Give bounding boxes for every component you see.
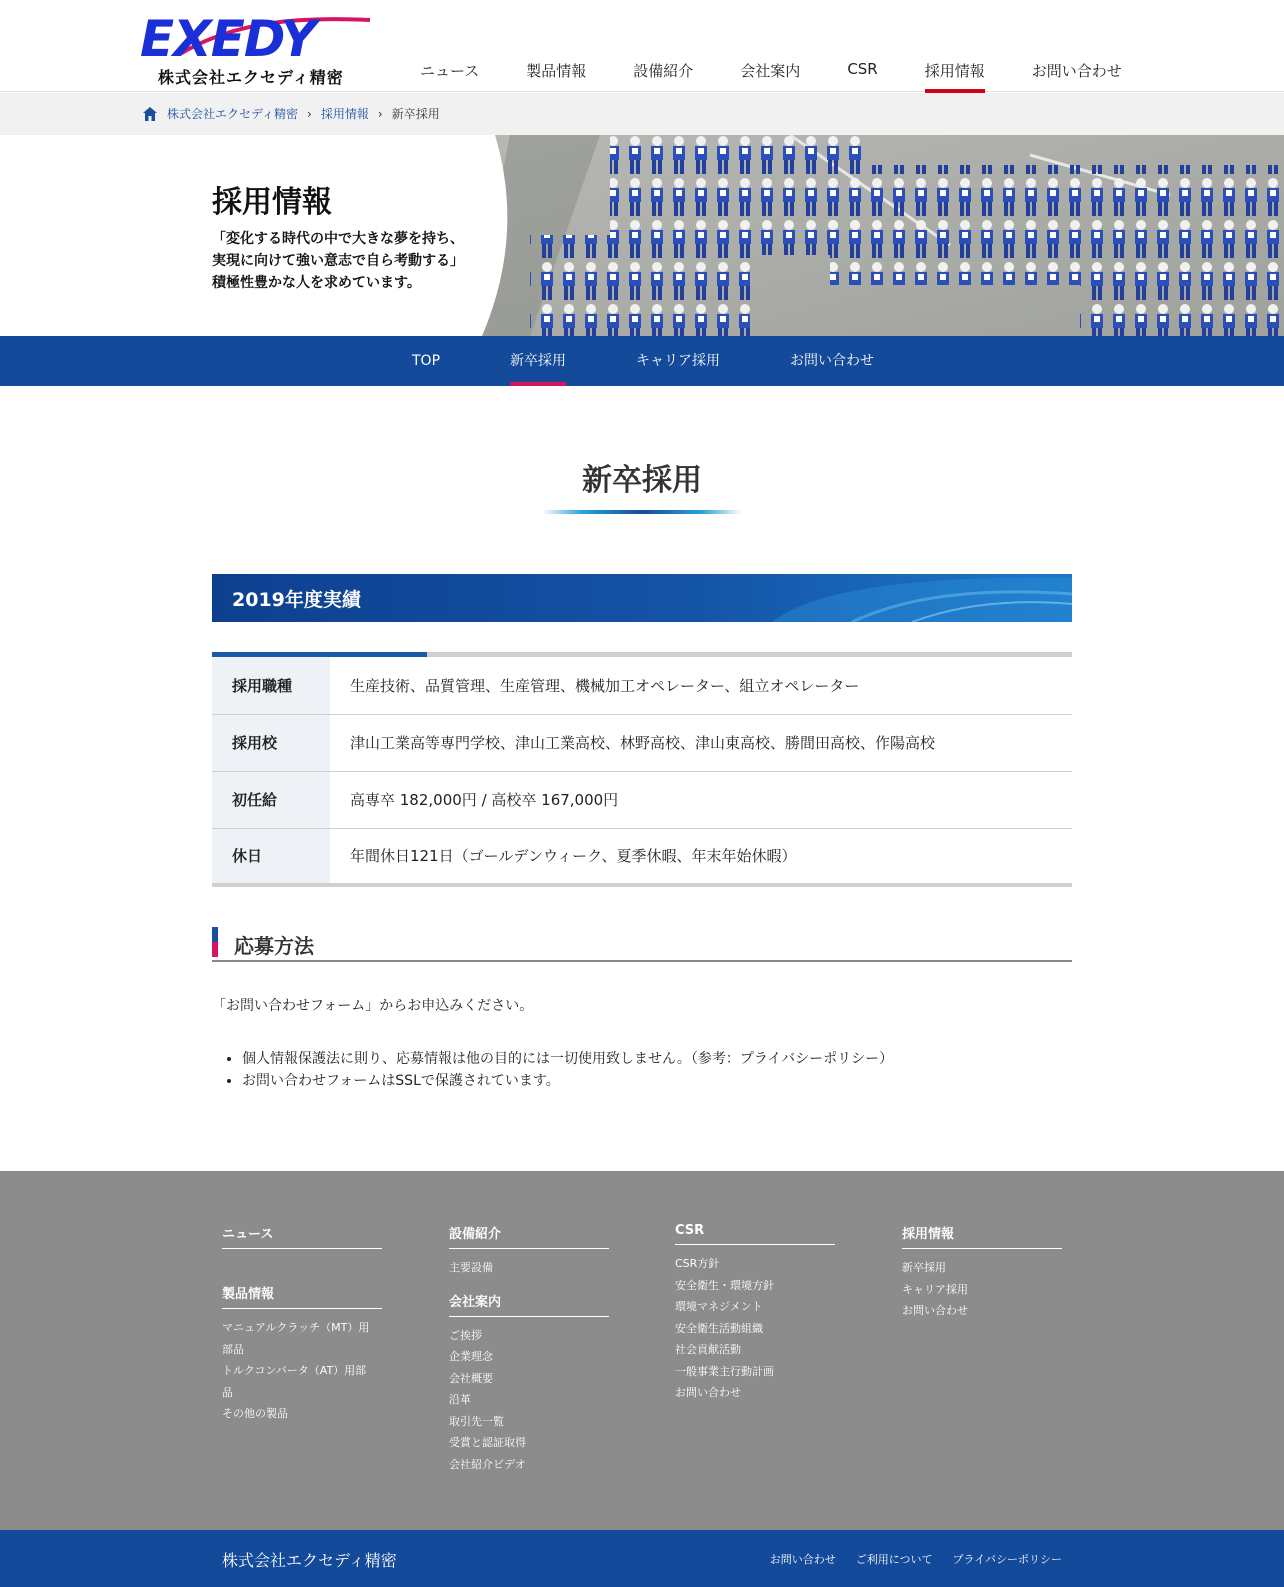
hero-photo <box>470 135 1284 336</box>
apply-heading <box>212 927 1072 962</box>
subnav-contact[interactable]: お問い合わせ <box>790 353 875 369</box>
page-title: 新卒採用 <box>582 463 702 498</box>
footer-link[interactable]: 安全衛生・環境方針 <box>675 1278 774 1292</box>
footer-bottom-link[interactable]: プライバシーポリシー <box>952 1553 1062 1566</box>
hero-lead-line: 積極性豊かな人を求めています。 <box>212 275 421 291</box>
table-header-cell: 休日 <box>212 828 330 885</box>
table-header-cell: 採用職種 <box>212 657 330 714</box>
subnav-career[interactable]: キャリア採用 <box>636 353 721 369</box>
site-logo[interactable] <box>140 10 376 87</box>
table-row <box>212 657 1072 714</box>
subnav-new-graduate[interactable]: 新卒採用 <box>510 336 566 386</box>
nav-company[interactable]: 会社案内 <box>740 62 801 80</box>
footer-link[interactable]: 取引先一覧 <box>449 1414 504 1428</box>
hero-lead-line: 「変化する時代の中で大きな夢を持ち、 <box>212 231 464 247</box>
section-band <box>212 574 1072 622</box>
apply-notes <box>242 1048 893 1092</box>
footer-link[interactable]: 企業理念 <box>449 1350 493 1363</box>
footer-bottom-link[interactable]: ご利用について <box>855 1553 933 1566</box>
footer-col-4 <box>902 1223 1062 1322</box>
list-item: • 個人情報保護法に則り、応募情報は他の目的には一切使用致しません。（参考：プライバシーポリシー） <box>242 1048 893 1070</box>
nav-products[interactable]: 製品情報 <box>526 62 587 80</box>
breadcrumb <box>0 93 1284 135</box>
footer-link[interactable]: お問い合わせ <box>675 1386 741 1399</box>
table-cell: 津山工業高等専門学校、津山工業高校、林野高校、津山東高校、勝間田高校、作陽高校 <box>330 714 1072 771</box>
hero-title: 採用情報 <box>212 185 332 220</box>
breadcrumb-recruit[interactable]: 採用情報 <box>320 107 369 121</box>
chevron-right-icon: › <box>307 106 312 121</box>
footer-link[interactable]: 安全衛生活動組織 <box>675 1321 763 1335</box>
footer-link[interactable]: 品 <box>222 1385 233 1399</box>
footer-company-name: 株式会社エクセディ精密 <box>222 1551 397 1570</box>
hero <box>0 135 1284 336</box>
site-footer <box>0 1171 1284 1530</box>
hero-lead <box>212 228 464 294</box>
table-row <box>212 771 1072 828</box>
footer-heading-news[interactable]: ニュース <box>222 1223 382 1249</box>
footer-link[interactable]: 受賞と認証取得 <box>449 1436 526 1449</box>
table-row <box>212 714 1072 771</box>
nav-recruit[interactable]: 採用情報 <box>925 60 985 87</box>
footer-col-1 <box>222 1223 382 1425</box>
footer-link[interactable]: 部品 <box>222 1342 244 1356</box>
footer-link[interactable]: ご挨拶 <box>449 1328 482 1342</box>
footer-link[interactable]: 会社紹介ビデオ <box>449 1457 526 1471</box>
apply-text: 「お問い合わせフォーム」からお申込みください。 <box>212 998 534 1014</box>
home-icon[interactable] <box>142 106 158 122</box>
footer-link[interactable]: 会社概要 <box>449 1371 493 1385</box>
footer-link[interactable]: キャリア採用 <box>902 1282 968 1296</box>
footer-link[interactable]: 環境マネジメント <box>675 1300 763 1313</box>
table-row <box>212 828 1072 885</box>
nav-contact[interactable]: お問い合わせ <box>1031 62 1122 80</box>
footer-link[interactable]: CSR方針 <box>675 1257 720 1270</box>
nav-csr[interactable]: CSR <box>847 60 878 78</box>
logo-wordmark: EXEDY <box>140 10 316 68</box>
list-item: • お問い合わせフォームはSSLで保護されています。 <box>242 1070 893 1092</box>
table-header-cell: 採用校 <box>212 714 330 771</box>
heading-accent-bar <box>212 927 218 957</box>
footer-heading-equipment[interactable]: 設備紹介 <box>449 1223 609 1249</box>
results-table <box>212 657 1072 887</box>
recruit-subnav <box>0 336 1284 386</box>
footer-link[interactable]: 一般事業主行動計画 <box>675 1364 774 1378</box>
footer-link[interactable]: 社会貢献活動 <box>675 1343 741 1356</box>
footer-bottom-links <box>750 1551 1062 1567</box>
subnav-top[interactable]: TOP <box>412 353 441 369</box>
table-cell: 年間休日121日（ゴールデンウィーク、夏季休暇、年末年始休暇） <box>330 828 1072 885</box>
footer-link[interactable]: 新卒採用 <box>902 1261 946 1274</box>
footer-link[interactable]: お問い合わせ <box>902 1304 968 1317</box>
nav-equipment[interactable]: 設備紹介 <box>633 62 694 80</box>
footer-link[interactable]: マニュアルクラッチ（MT）用 <box>222 1321 370 1334</box>
footer-link[interactable]: 沿革 <box>449 1393 471 1406</box>
footer-bottom-bar <box>0 1530 1284 1587</box>
global-nav <box>420 60 1169 87</box>
title-underline <box>542 510 742 514</box>
table-cell: 生産技術、品質管理、生産管理、機械加工オペレーター、組立オペレーター <box>330 657 1072 714</box>
band-title: 2019年度実績 <box>232 589 361 611</box>
footer-heading-products[interactable]: 製品情報 <box>222 1283 382 1309</box>
nav-news[interactable]: ニュース <box>420 62 480 80</box>
footer-heading-recruit[interactable]: 採用情報 <box>902 1223 1062 1249</box>
apply-heading-text: 応募方法 <box>234 934 314 958</box>
table-cell: 高専卒 182,000円 / 高校卒 167,000円 <box>330 771 1072 828</box>
breadcrumb-home[interactable]: 株式会社エクセディ精密 <box>167 107 299 121</box>
chevron-right-icon: › <box>377 106 383 121</box>
footer-bottom-link[interactable]: お問い合わせ <box>769 1553 836 1566</box>
site-header <box>0 0 1284 92</box>
logo-company-name: 株式会社エクセディ精密 <box>158 68 344 87</box>
table-header-cell: 初任給 <box>212 771 330 828</box>
footer-link[interactable]: トルクコンバータ（AT）用部 <box>222 1364 367 1377</box>
footer-link[interactable]: その他の製品 <box>222 1407 288 1420</box>
breadcrumb-current: 新卒採用 <box>391 107 440 121</box>
footer-heading-company[interactable]: 会社案内 <box>449 1291 609 1317</box>
footer-col-3 <box>675 1223 835 1404</box>
footer-col-2 <box>449 1223 609 1475</box>
footer-heading-csr[interactable]: CSR <box>675 1223 835 1245</box>
hero-lead-line: 実現に向けて強い意志で自ら考動する」 <box>212 253 464 269</box>
footer-link[interactable]: 主要設備 <box>449 1261 493 1274</box>
